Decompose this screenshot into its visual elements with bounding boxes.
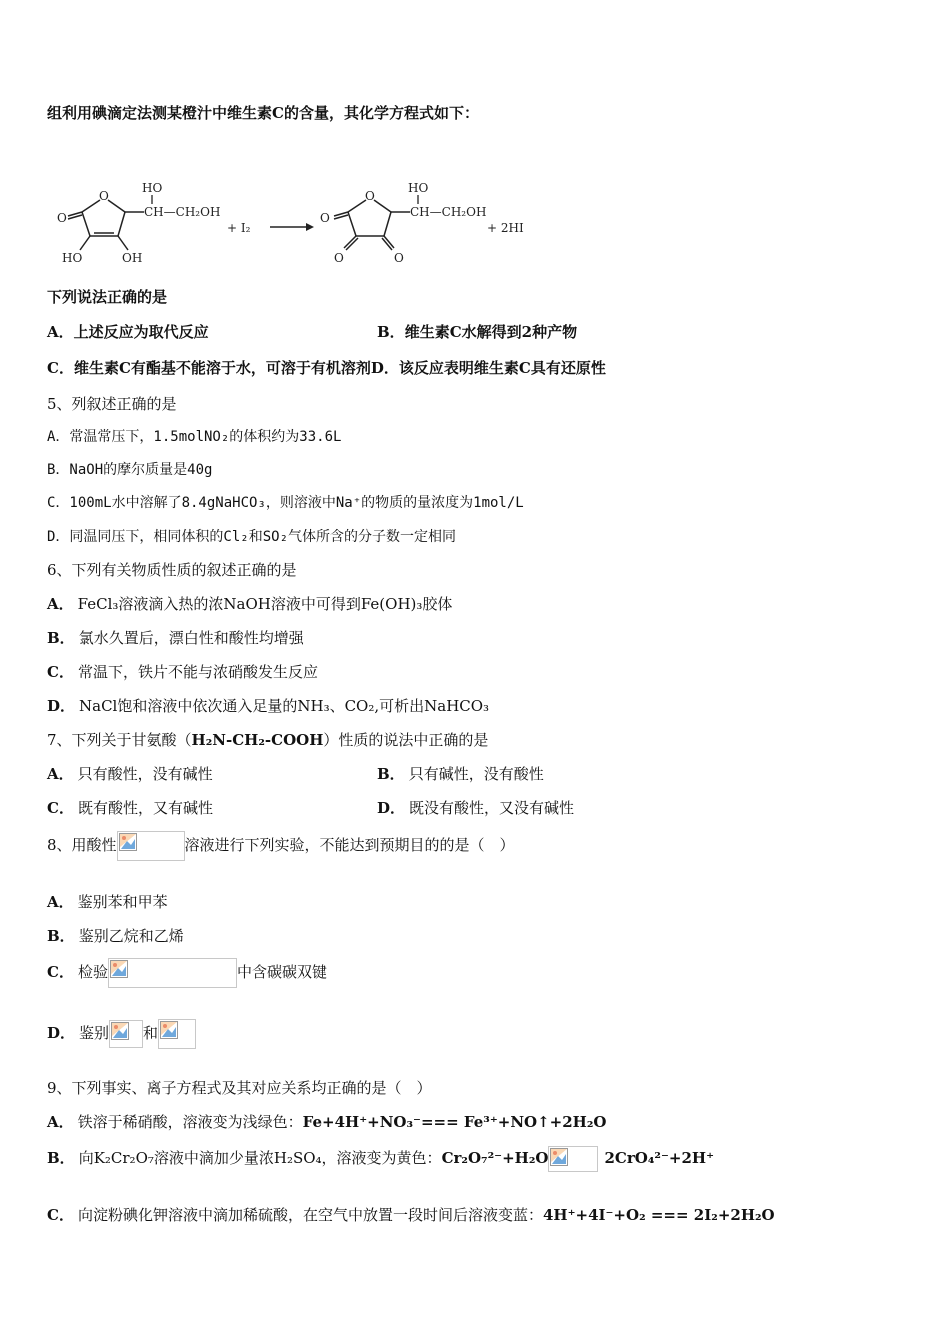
reaction-left-label-4: HO [62,251,83,265]
q8-option-d: D． 鉴别 和 [47,1018,196,1049]
option-label: B． [377,323,405,341]
q7-option-a [47,764,213,784]
ionic-equation-right: 2CrO₄²⁻+2H⁺ [604,1149,714,1167]
option-text: FeCl₃溶液滴入热的浓NaOH溶液中可得到Fe(OH)₃胶体 [77,595,453,613]
ionic-equation-left: Cr₂O₇²⁻+H₂O [441,1149,549,1167]
option-label: C． [47,663,74,681]
reaction-plus-iodine: + I₂ [227,221,251,235]
glycine-formula: H₂N-CH₂-COOH [191,731,324,749]
q8-option-a [47,892,168,912]
reaction-arrow-icon [270,223,314,231]
option-text: 向淀粉碘化钾溶液中滴加稀硫酸，在空气中放置一段时间后溶液变蓝： [77,1206,543,1224]
reaction-right-label-1: O [320,211,330,225]
option-label: A． [47,595,74,613]
intro-text: 组利用碘滴定法测某橙汁中维生素C的含量，其化学方程式如下： [47,104,479,122]
q9-option-b [47,1143,714,1173]
option-label: C． [47,799,74,817]
reaction-right-label-3: CH—CH₂OH [410,205,487,219]
q5-option-d: D．同温同压下，相同体积的Cl₂和SO₂气体所含的分子数一定相同 [47,529,456,545]
q7-option-b [377,764,544,784]
reaction-right-label-2: HO [408,181,429,195]
q6-option-b [47,628,304,648]
option-text: 该反应表明维生素C具有还原性 [398,359,606,377]
q7-option-c [47,798,213,818]
vitamin-c-reaction-diagram [52,178,542,273]
reaction-left-label-1: O [57,211,67,225]
option-label: C． [47,963,74,981]
reaction-right-label-0: O [365,189,375,203]
reaction-right-label-4: O [334,251,344,265]
q6-stem: 6、下列有关物质性质的叙述正确的是 [47,561,297,579]
q5-option-b: B．NaOH的摩尔质量是40g [47,462,213,478]
q8-option-b [47,926,184,946]
broken-image-icon [109,1020,143,1048]
reaction-plus-hi: + 2HI [487,221,524,235]
q9-option-c [47,1205,775,1225]
q8-option-c: C． 检验 中含碳碳双键 [47,957,327,988]
q5-stem: 5、列叙述正确的是 [47,395,177,413]
q4-option-b [377,322,577,342]
option-label: C． [47,1206,74,1224]
option-label: B． [47,1149,75,1167]
q6-option-c [47,662,318,682]
dehydroascorbic-acid-structure [334,200,410,250]
option-label: B． [377,765,405,783]
option-text: NaCl饱和溶液中依次通入足量的NH₃、CO₂,可析出NaHCO₃ [79,697,490,715]
q6-option-d [47,696,489,716]
ionic-equation: Fe+4H⁺+NO₃⁻=== Fe³⁺+NO↑+2H₂O [302,1113,607,1131]
option-text: 既有酸性，又有碱性 [77,799,213,817]
option-text: 铁溶于稀硝酸，溶液变为浅绿色： [77,1113,303,1131]
option-text: 既没有酸性，又没有碱性 [409,799,575,817]
q8-stem: 8、用酸性 溶液进行下列实验，不能达到预期目的的是（ ） [47,830,515,861]
q4-stem: 下列说法正确的是 [47,288,168,306]
option-text: 常温下，铁片不能与浓硝酸发生反应 [77,663,318,681]
option-label: C． [47,359,74,377]
q9-stem: 9、下列事实、离子方程式及其对应关系均正确的是（ ） [47,1079,432,1097]
reaction-left-label-0: O [99,189,109,203]
broken-image-icon [158,1019,196,1049]
option-label: A． [47,323,74,341]
option-text: 鉴别苯和甲苯 [77,893,168,911]
broken-image-icon [117,831,185,861]
q6-option-a [47,594,452,614]
ionic-equation: 4H⁺+4I⁻+O₂ === 2I₂+2H₂O [542,1206,775,1224]
option-text: 向K₂Cr₂O₇溶液中滴加少量浓H₂SO₄，溶液变为黄色： [78,1149,442,1167]
reaction-left-label-3: CH—CH₂OH [144,205,221,219]
q7-option-d [377,798,574,818]
option-label: D． [47,697,76,715]
q4-option-a [47,322,209,342]
option-text: 氯水久置后，漂白性和酸性均增强 [78,629,304,647]
option-text: 上述反应为取代反应 [73,323,209,341]
option-label: A． [47,893,74,911]
option-text: 鉴别乙烷和乙烯 [78,927,184,945]
option-text: 维生素C水解得到2种产物 [404,323,578,341]
option-text: 只有碱性，没有酸性 [408,765,544,783]
q4-option-c-d [47,358,606,378]
equilibrium-arrow-image [548,1146,598,1172]
option-text: 维生素C有酯基不能溶于水，可溶于有机溶剂 [73,359,371,377]
option-label: A． [47,1113,74,1131]
option-label: B． [47,927,75,945]
q5-option-a: A．常温常压下，1.5molNO₂的体积约为33.6L [47,429,342,445]
reaction-left-label-5: OH [122,251,143,265]
option-label: D． [377,799,406,817]
option-label: A． [47,765,74,783]
q7-stem: 7、下列关于甘氨酸（H₂N-CH₂-COOH）性质的说法中正确的是 [47,731,489,749]
option-label: B． [47,629,75,647]
broken-image-icon [108,958,237,988]
ascorbic-acid-structure [68,200,144,250]
q9-option-a [47,1112,606,1132]
option-label: D． [47,1024,76,1042]
reaction-right-label-5: O [394,251,404,265]
q5-option-c: C．100mL水中溶解了8.4gNaHCO₃，则溶液中Na⁺的物质的量浓度为1mol/L [47,495,524,511]
option-label: D． [370,359,399,377]
reaction-left-label-2: HO [142,181,163,195]
option-text: 只有酸性，没有碱性 [77,765,213,783]
